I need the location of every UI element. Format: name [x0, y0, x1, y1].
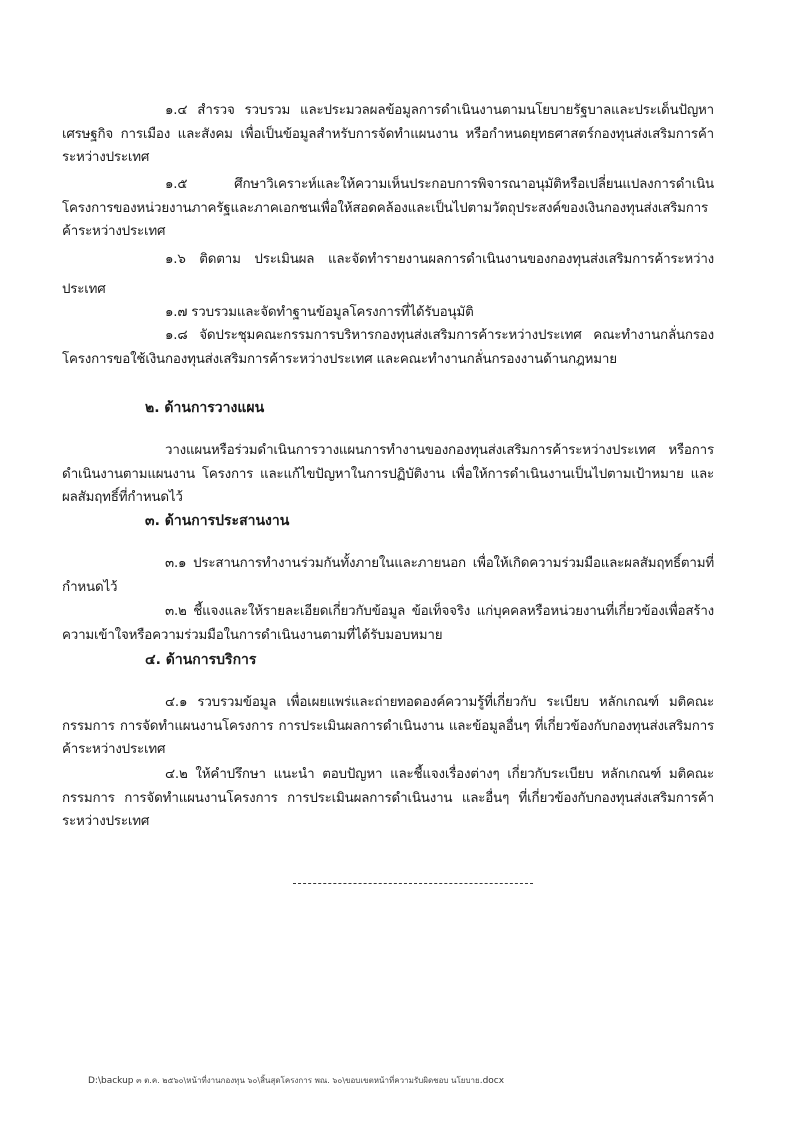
file-path-extension: .docx — [479, 1076, 505, 1086]
item-1-4: ๑.๔ สำรวจ รวบรวม และประมวลผลข้อมูลการดำเนินงานตามนโยบายรัฐบาลและประเด็นปัญหาเศรษฐกิจ การเมือง และสังคม เพื่อเป็นข้อมูลสำหรับการจัดทำแผนงาน หรือกำหนดยุทธศาสตร์กองทุนส่งเสริมการค้าระหว่างประเทศ — [62, 103, 714, 166]
item-1-6: ๑.๖ ติดตาม ประเมินผล และจัดทำรายงานผลการดำเนินงานของกองทุนส่งเสริมการค้าระหว่างประเทศ — [62, 252, 714, 298]
section-heading-service: ๔. ด้านการบริการ — [145, 652, 257, 668]
planning-paragraph: วางแผนหรือร่วมดำเนินการวางแผนการทำงานของกองทุนส่งเสริมการค้าระหว่างประเทศ หรือการดำเนินงานตามแผนงาน โครงการ และแก้ไขปัญหาในการปฏิบัติงาน เพื่อให้การดำเนินงานเป็นไปตามเป้าหมาย และผลสัมฤทธิ์ที่กำหนดไว้ — [62, 443, 714, 506]
file-path-footer — [88, 1074, 504, 1087]
item-1-8: ๑.๘ จัดประชุมคณะกรรมการบริหารกองทุนส่งเสริมการค้าระหว่างประเทศ คณะทำงานกลั่นกรองโครงการขอใช้เงินกองทุนส่งเสริมการค้าระหว่างประเทศ และคณะทำงานกลั่นกรองงานด้านกฎหมาย — [62, 328, 714, 367]
item-4-2: ๔.๒ ให้คำปรึกษา แนะนำ ตอบปัญหา และชี้แจงเรื่องต่างๆ เกี่ยวกับระเบียบ หลักเกณฑ์ มติคณะกรรมการ การจัดทำแผนงานโครงการ การประเมินผลการดำเนินงาน และอื่นๆ ที่เกี่ยวข้องกับกองทุนส่งเสริมการค้าระหว่างประเทศ — [62, 767, 714, 830]
file-path-prefix: D:\backup — [88, 1076, 134, 1086]
item-4-1: ๔.๑ รวบรวมข้อมูล เพื่อเผยแพร่และถ่ายทอดองค์ความรู้ที่เกี่ยวกับ ระเบียบ หลักเกณฑ์ มติคณะกรรมการ การจัดทำแผนงานโครงการ การประเมินผลการดำเนินงาน และข้อมูลอื่นๆ ที่เกี่ยวข้องกับกองทุนส่งเสริมการค้าระหว่างประเทศ — [62, 695, 714, 758]
end-divider — [293, 883, 533, 884]
section-heading-planning: ๒. ด้านการวางแผน — [145, 400, 265, 416]
section-heading-coordination: ๓. ด้านการประสานงาน — [145, 513, 290, 529]
item-3-2: ๓.๒ ชี้แจงและให้รายละเอียดเกี่ยวกับข้อมูล ข้อเท็จจริง แก่บุคคลหรือหน่วยงานที่เกี่ยวข้องเพื่อสร้างความเข้าใจหรือความร่วมมือในการดำเนินงานตามที่ได้รับมอบหมาย — [62, 604, 714, 643]
file-path-middle: ๓ ต.ค. ๒๕๖๐\หน้าที่งานกองทุน ๖๐\สิ้นสุดโครงการ พณ. ๖๐\ขอบเขตหน้าที่ความรับผิดชอบ นโยบาย — [133, 1076, 480, 1085]
item-1-5: ๑.๕ ศึกษาวิเคราะห์และให้ความเห็นประกอบการพิจารณาอนุมัติหรือเปลี่ยนแปลงการดำเนินโครงการของหน่วยงานภาครัฐและภาคเอกชนเพื่อให้สอดคล้องและเป็นไปตามวัตถุประสงค์ของเงินกองทุนส่งเสริมการค้าระหว่างประเทศ — [62, 177, 714, 240]
item-1-7: ๑.๗ รวบรวมและจัดทำฐานข้อมูลโครงการที่ได้รับอนุมัติ — [165, 305, 474, 321]
item-3-1: ๓.๑ ประสานการทำงานร่วมกันทั้งภายในและภายนอก เพื่อให้เกิดความร่วมมือและผลสัมฤทธิ์ตามที่กำหนดไว้ — [62, 556, 714, 595]
